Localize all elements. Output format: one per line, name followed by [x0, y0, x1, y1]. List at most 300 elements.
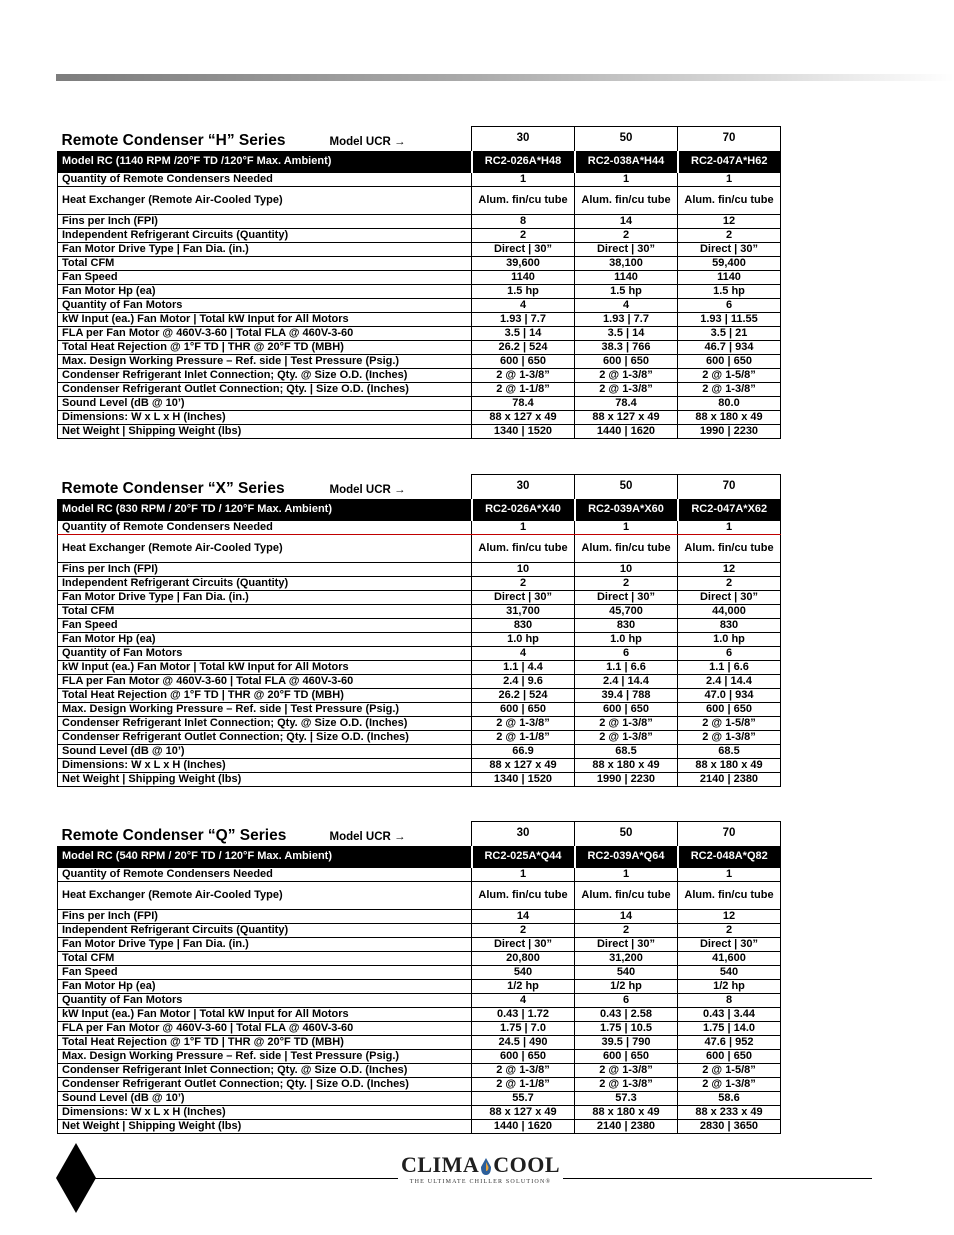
spec-value: 88 x 233 x 49: [678, 1105, 781, 1119]
spec-table-q-series: [57, 821, 781, 1134]
spec-row: [58, 396, 781, 410]
model-ucr-label: Model UCR →: [329, 136, 406, 148]
model-number-cell: RC2-039A*Q64: [575, 846, 678, 867]
model-number-cell: RC2-047A*H62: [678, 151, 781, 172]
series-title: Remote Condenser “H” Series: [61, 132, 286, 149]
spec-value: 2.4 | 14.4: [678, 674, 781, 688]
spec-row: [58, 923, 781, 937]
spec-value: 20,800: [472, 951, 575, 965]
spec-value: 31,700: [472, 604, 575, 618]
spec-value: 0.43 | 1.72: [472, 1007, 575, 1021]
spec-row: [58, 228, 781, 242]
spec-label: kW Input (ea.) Fan Motor | Total kW Input for All Motors: [58, 660, 472, 674]
model-size-cell: 70: [678, 127, 781, 152]
spec-label: Quantity of Fan Motors: [58, 993, 472, 1007]
spec-row: [58, 867, 781, 881]
spec-label: Fan Motor Hp (ea): [58, 632, 472, 646]
series-title-cell: [58, 127, 472, 152]
spec-value: 2 @ 1-3/8”: [678, 382, 781, 396]
spec-value: 1440 | 1620: [472, 1119, 575, 1133]
spec-label: kW Input (ea.) Fan Motor | Total kW Input for All Motors: [58, 312, 472, 326]
spec-value: 47.6 | 952: [678, 1035, 781, 1049]
spec-value: 600 | 650: [575, 1049, 678, 1063]
spec-row: [58, 744, 781, 758]
spec-value: 88 x 180 x 49: [575, 1105, 678, 1119]
spec-label: Dimensions: W x L x H (Inches): [58, 410, 472, 424]
spec-value: 1.75 | 7.0: [472, 1021, 575, 1035]
spec-row: [58, 186, 781, 214]
spec-value: 1140: [472, 270, 575, 284]
spec-label: Quantity of Fan Motors: [58, 646, 472, 660]
spec-label: Net Weight | Shipping Weight (lbs): [58, 1119, 472, 1133]
spec-label: Condenser Refrigerant Inlet Connection; Qty. @ Size O.D. (Inches): [58, 368, 472, 382]
spec-label: FLA per Fan Motor @ 460V-3-60 | Total FLA @ 460V-3-60: [58, 1021, 472, 1035]
spec-value: 14: [472, 909, 575, 923]
spec-row: [58, 758, 781, 772]
spec-value: 88 x 127 x 49: [472, 410, 575, 424]
spec-value: 2 @ 1-1/8”: [472, 382, 575, 396]
spec-value: 1: [472, 172, 575, 186]
spec-value: 0.43 | 2.58: [575, 1007, 678, 1021]
spec-value: 4: [472, 646, 575, 660]
spec-value: 1440 | 1620: [575, 424, 678, 438]
spec-row: [58, 340, 781, 354]
spec-value: 2140 | 2380: [678, 772, 781, 786]
spec-value: Direct | 30”: [678, 937, 781, 951]
spec-label: Net Weight | Shipping Weight (lbs): [58, 424, 472, 438]
spec-value: 2 @ 1-3/8”: [575, 1077, 678, 1091]
spec-row: [58, 646, 781, 660]
model-size-cell: 30: [472, 127, 575, 152]
spec-value: 88 x 127 x 49: [472, 1105, 575, 1119]
spec-value: 2 @ 1-5/8”: [678, 716, 781, 730]
spec-label: Dimensions: W x L x H (Inches): [58, 758, 472, 772]
spec-value: 1.75 | 10.5: [575, 1021, 678, 1035]
spec-value: 2.4 | 9.6: [472, 674, 575, 688]
spec-value: 10: [575, 562, 678, 576]
spec-value: 2 @ 1-1/8”: [472, 730, 575, 744]
spec-value: 1990 | 2230: [575, 772, 678, 786]
spec-row: [58, 937, 781, 951]
spec-value: 1: [575, 867, 678, 881]
series-title-row: [58, 475, 781, 500]
spec-value: Alum. fin/cu tube: [472, 881, 575, 909]
spec-value: 6: [678, 298, 781, 312]
spec-value: 600 | 650: [575, 702, 678, 716]
spec-value: 4: [575, 298, 678, 312]
spec-label: Independent Refrigerant Circuits (Quantity): [58, 228, 472, 242]
spec-value: 1/2 hp: [678, 979, 781, 993]
spec-value: 66.9: [472, 744, 575, 758]
spec-table-h-series: [57, 126, 781, 439]
spec-value: 2140 | 2380: [575, 1119, 678, 1133]
spec-label: Condenser Refrigerant Outlet Connection; Qty. | Size O.D. (Inches): [58, 730, 472, 744]
spec-value: 38,100: [575, 256, 678, 270]
model-number-cell: RC2-047A*X62: [678, 499, 781, 520]
spec-value: 1/2 hp: [575, 979, 678, 993]
spec-value: 31,200: [575, 951, 678, 965]
spec-row: [58, 730, 781, 744]
spec-row: [58, 270, 781, 284]
model-header-row: [58, 499, 781, 520]
spec-label: kW Input (ea.) Fan Motor | Total kW Input for All Motors: [58, 1007, 472, 1021]
spec-value: 1: [472, 867, 575, 881]
spec-value: 2: [575, 228, 678, 242]
spec-label: Quantity of Remote Condensers Needed: [58, 867, 472, 881]
spec-label: Heat Exchanger (Remote Air-Cooled Type): [58, 186, 472, 214]
spec-label: Quantity of Fan Motors: [58, 298, 472, 312]
series-title-cell: [58, 822, 472, 847]
spec-value: 2 @ 1-5/8”: [678, 368, 781, 382]
spec-value: 2: [472, 576, 575, 590]
spec-label: Fan Motor Drive Type | Fan Dia. (in.): [58, 242, 472, 256]
spec-row: [58, 1007, 781, 1021]
spec-value: 45,700: [575, 604, 678, 618]
spec-value: 1.93 | 11.55: [678, 312, 781, 326]
spec-value: 1.0 hp: [678, 632, 781, 646]
spec-value: 88 x 180 x 49: [575, 758, 678, 772]
spec-label: Independent Refrigerant Circuits (Quantity): [58, 576, 472, 590]
spec-value: 540: [575, 965, 678, 979]
spec-value: Alum. fin/cu tube: [472, 186, 575, 214]
spec-value: 1: [575, 520, 678, 534]
spec-value: 1.0 hp: [575, 632, 678, 646]
model-header-label: Model RC (830 RPM / 20°F TD / 120°F Max. Ambient): [58, 499, 472, 520]
spec-value: 2 @ 1-5/8”: [678, 1063, 781, 1077]
spec-value: 14: [575, 909, 678, 923]
spec-value: 600 | 650: [678, 1049, 781, 1063]
spec-value: 600 | 650: [472, 354, 575, 368]
spec-label: Max. Design Working Pressure – Ref. side | Test Pressure (Psig.): [58, 354, 472, 368]
spec-value: 2 @ 1-3/8”: [575, 716, 678, 730]
spec-value: 1: [575, 172, 678, 186]
spec-value: Alum. fin/cu tube: [678, 881, 781, 909]
spec-label: Fins per Inch (FPI): [58, 909, 472, 923]
spec-value: 1.93 | 7.7: [575, 312, 678, 326]
spec-value: 600 | 650: [472, 1049, 575, 1063]
spec-value: 1140: [575, 270, 678, 284]
spec-row: [58, 382, 781, 396]
spec-label: Quantity of Remote Condensers Needed: [58, 172, 472, 186]
spec-value: 2 @ 1-3/8”: [472, 716, 575, 730]
spec-value: 1: [678, 867, 781, 881]
spec-value: Direct | 30”: [678, 590, 781, 604]
spec-value: 830: [575, 618, 678, 632]
spec-value: 1140: [678, 270, 781, 284]
spec-row: [58, 979, 781, 993]
spec-label: Total CFM: [58, 604, 472, 618]
logo-tagline: THE ULTIMATE CHILLER SOLUTION®: [409, 1179, 552, 1185]
spec-row: [58, 632, 781, 646]
spec-row: [58, 242, 781, 256]
spec-label: Fan Speed: [58, 270, 472, 284]
spec-row: [58, 1063, 781, 1077]
spec-value: 600 | 650: [678, 702, 781, 716]
model-number-cell: RC2-025A*Q44: [472, 846, 575, 867]
spec-row: [58, 410, 781, 424]
model-number-cell: RC2-038A*H44: [575, 151, 678, 172]
spec-value: 1: [678, 172, 781, 186]
spec-value: 1340 | 1520: [472, 424, 575, 438]
spec-row: [58, 326, 781, 340]
spec-value: 4: [472, 298, 575, 312]
spec-row: [58, 965, 781, 979]
spec-value: 4: [472, 993, 575, 1007]
spec-row: [58, 590, 781, 604]
spec-value: 38.3 | 766: [575, 340, 678, 354]
model-header-row: [58, 151, 781, 172]
spec-row: [58, 284, 781, 298]
spec-value: Direct | 30”: [575, 937, 678, 951]
spec-row: [58, 172, 781, 186]
spec-label: Dimensions: W x L x H (Inches): [58, 1105, 472, 1119]
spec-label: Condenser Refrigerant Inlet Connection; Qty. @ Size O.D. (Inches): [58, 1063, 472, 1077]
spec-value: 57.3: [575, 1091, 678, 1105]
model-number-cell: RC2-039A*X60: [575, 499, 678, 520]
spec-value: 2 @ 1-3/8”: [575, 382, 678, 396]
spec-value: 88 x 180 x 49: [678, 758, 781, 772]
spec-row: [58, 1091, 781, 1105]
spec-value: 600 | 650: [575, 354, 678, 368]
spec-value: 1.5 hp: [678, 284, 781, 298]
spec-row: [58, 520, 781, 534]
spec-value: 12: [678, 214, 781, 228]
spec-value: 2: [575, 576, 678, 590]
model-size-cell: 50: [575, 475, 678, 500]
spec-row: [58, 424, 781, 438]
spec-row: [58, 909, 781, 923]
model-size-cell: 70: [678, 475, 781, 500]
series-title: Remote Condenser “X” Series: [61, 480, 285, 497]
spec-value: 46.7 | 934: [678, 340, 781, 354]
spec-value: 1.5 hp: [472, 284, 575, 298]
spec-row: [58, 1035, 781, 1049]
spec-value: 12: [678, 562, 781, 576]
spec-value: 830: [472, 618, 575, 632]
model-size-cell: 30: [472, 822, 575, 847]
spec-row: [58, 1049, 781, 1063]
spec-label: Total CFM: [58, 256, 472, 270]
spec-value: 39,600: [472, 256, 575, 270]
spec-row: [58, 688, 781, 702]
spec-value: 2: [678, 576, 781, 590]
spec-label: Sound Level (dB @ 10’): [58, 1091, 472, 1105]
spec-value: 2: [472, 923, 575, 937]
spec-label: Total CFM: [58, 951, 472, 965]
model-header-row: [58, 846, 781, 867]
spec-value: 88 x 127 x 49: [472, 758, 575, 772]
spec-value: Direct | 30”: [472, 937, 575, 951]
spec-value: 12: [678, 909, 781, 923]
spec-value: 2.4 | 14.4: [575, 674, 678, 688]
spec-value: 14: [575, 214, 678, 228]
spec-value: 59,400: [678, 256, 781, 270]
logo-wordmark: [398, 1152, 563, 1178]
spec-label: Net Weight | Shipping Weight (lbs): [58, 772, 472, 786]
spec-row: [58, 298, 781, 312]
spec-row: [58, 1119, 781, 1133]
model-number-cell: RC2-026A*H48: [472, 151, 575, 172]
spec-value: Alum. fin/cu tube: [575, 881, 678, 909]
spec-value: 1.93 | 7.7: [472, 312, 575, 326]
spec-label: Condenser Refrigerant Outlet Connection; Qty. | Size O.D. (Inches): [58, 1077, 472, 1091]
spec-value: Direct | 30”: [575, 242, 678, 256]
spec-value: 3.5 | 14: [472, 326, 575, 340]
spec-value: 1/2 hp: [472, 979, 575, 993]
spec-value: 2830 | 3650: [678, 1119, 781, 1133]
spec-value: 26.2 | 524: [472, 340, 575, 354]
spec-row: [58, 256, 781, 270]
spec-value: 55.7: [472, 1091, 575, 1105]
spec-value: 3.5 | 21: [678, 326, 781, 340]
spec-value: Direct | 30”: [575, 590, 678, 604]
spec-label: Fan Motor Hp (ea): [58, 979, 472, 993]
spec-value: 2 @ 1-3/8”: [575, 368, 678, 382]
spec-label: Max. Design Working Pressure – Ref. side | Test Pressure (Psig.): [58, 702, 472, 716]
spec-value: Alum. fin/cu tube: [575, 534, 678, 562]
spec-label: Condenser Refrigerant Outlet Connection; Qty. | Size O.D. (Inches): [58, 382, 472, 396]
spec-value: Direct | 30”: [472, 590, 575, 604]
spec-label: Fan Motor Hp (ea): [58, 284, 472, 298]
spec-value: 2: [678, 923, 781, 937]
spec-label: Total Heat Rejection @ 1°F TD | THR @ 20°F TD (MBH): [58, 1035, 472, 1049]
spec-label: Fins per Inch (FPI): [58, 214, 472, 228]
spec-value: 26.2 | 524: [472, 688, 575, 702]
model-number-cell: RC2-026A*X40: [472, 499, 575, 520]
spec-row: [58, 576, 781, 590]
model-size-cell: 30: [472, 475, 575, 500]
spec-value: 78.4: [472, 396, 575, 410]
spec-label: Total Heat Rejection @ 1°F TD | THR @ 20°F TD (MBH): [58, 340, 472, 354]
spec-value: 2 @ 1-3/8”: [575, 730, 678, 744]
spec-row: [58, 1077, 781, 1091]
spec-value: 1990 | 2230: [678, 424, 781, 438]
spec-row: [58, 214, 781, 228]
spec-row: [58, 1021, 781, 1035]
series-title-row: [58, 822, 781, 847]
spec-label: Fins per Inch (FPI): [58, 562, 472, 576]
spec-value: 600 | 650: [472, 702, 575, 716]
spec-value: 1.1 | 6.6: [575, 660, 678, 674]
spec-row: [58, 993, 781, 1007]
spec-value: 80.0: [678, 396, 781, 410]
model-ucr-label: Model UCR →: [329, 831, 406, 843]
spec-value: 8: [678, 993, 781, 1007]
spec-row: [58, 534, 781, 562]
spec-value: 6: [575, 646, 678, 660]
spec-value: 1.5 hp: [575, 284, 678, 298]
spec-label: Heat Exchanger (Remote Air-Cooled Type): [58, 881, 472, 909]
spec-value: 2: [472, 228, 575, 242]
spec-value: 41,600: [678, 951, 781, 965]
model-size-cell: 50: [575, 127, 678, 152]
model-header-label: Model RC (540 RPM / 20°F TD / 120°F Max. Ambient): [58, 846, 472, 867]
spec-row: [58, 881, 781, 909]
spec-row: [58, 674, 781, 688]
spec-value: 1340 | 1520: [472, 772, 575, 786]
spec-row: [58, 702, 781, 716]
spec-label: Condenser Refrigerant Inlet Connection; Qty. @ Size O.D. (Inches): [58, 716, 472, 730]
spec-row: [58, 368, 781, 382]
model-ucr-label: Model UCR →: [329, 484, 406, 496]
spec-value: 2 @ 1-3/8”: [575, 1063, 678, 1077]
spec-value: 600 | 650: [678, 354, 781, 368]
spec-value: 2 @ 1-3/8”: [678, 730, 781, 744]
spec-value: Direct | 30”: [678, 242, 781, 256]
spec-label: FLA per Fan Motor @ 460V-3-60 | Total FLA @ 460V-3-60: [58, 326, 472, 340]
spec-value: 3.5 | 14: [575, 326, 678, 340]
spec-row: [58, 660, 781, 674]
spec-value: 88 x 127 x 49: [575, 410, 678, 424]
spec-value: 2 @ 1-1/8”: [472, 1077, 575, 1091]
spec-value: Alum. fin/cu tube: [472, 534, 575, 562]
series-title-row: [58, 127, 781, 152]
spec-label: Fan Speed: [58, 618, 472, 632]
spec-row: [58, 772, 781, 786]
spec-value: 0.43 | 3.44: [678, 1007, 781, 1021]
spec-row: [58, 1105, 781, 1119]
climacool-logo: [398, 1150, 563, 1190]
spec-value: 2 @ 1-3/8”: [678, 1077, 781, 1091]
spec-label: Fan Speed: [58, 965, 472, 979]
spec-value: Alum. fin/cu tube: [678, 186, 781, 214]
spec-value: 78.4: [575, 396, 678, 410]
spec-value: 2 @ 1-3/8”: [472, 368, 575, 382]
spec-value: 1.1 | 4.4: [472, 660, 575, 674]
series-title: Remote Condenser “Q” Series: [61, 827, 287, 844]
droplet-icon: [480, 1158, 492, 1176]
spec-row: [58, 618, 781, 632]
model-header-label: Model RC (1140 RPM /20°F TD /120°F Max. Ambient): [58, 151, 472, 172]
spec-value: Alum. fin/cu tube: [575, 186, 678, 214]
spec-value: 1.1 | 6.6: [678, 660, 781, 674]
spec-label: Max. Design Working Pressure – Ref. side | Test Pressure (Psig.): [58, 1049, 472, 1063]
spec-value: Alum. fin/cu tube: [678, 534, 781, 562]
spec-value: 6: [575, 993, 678, 1007]
spec-label: Sound Level (dB @ 10’): [58, 744, 472, 758]
model-size-cell: 50: [575, 822, 678, 847]
spec-value: 6: [678, 646, 781, 660]
spec-row: [58, 354, 781, 368]
model-size-cell: 70: [678, 822, 781, 847]
spec-value: 88 x 180 x 49: [678, 410, 781, 424]
spec-value: 68.5: [575, 744, 678, 758]
spec-value: 1.0 hp: [472, 632, 575, 646]
spec-table-x-series: [57, 474, 781, 787]
spec-value: 58.6: [678, 1091, 781, 1105]
spec-value: 44,000: [678, 604, 781, 618]
spec-row: [58, 312, 781, 326]
spec-value: 2: [575, 923, 678, 937]
spec-row: [58, 716, 781, 730]
spec-label: FLA per Fan Motor @ 460V-3-60 | Total FLA @ 460V-3-60: [58, 674, 472, 688]
spec-value: 1.75 | 14.0: [678, 1021, 781, 1035]
header-rule: [56, 74, 954, 81]
spec-label: Fan Motor Drive Type | Fan Dia. (in.): [58, 590, 472, 604]
logo-text-right: COOL: [493, 1152, 561, 1177]
spec-value: Direct | 30”: [472, 242, 575, 256]
spec-row: [58, 951, 781, 965]
spec-value: 2: [678, 228, 781, 242]
logo-text-left: CLIMA: [400, 1152, 480, 1177]
spec-label: Total Heat Rejection @ 1°F TD | THR @ 20°F TD (MBH): [58, 688, 472, 702]
spec-value: 8: [472, 214, 575, 228]
spec-value: 10: [472, 562, 575, 576]
spec-value: 1: [678, 520, 781, 534]
spec-value: 39.5 | 790: [575, 1035, 678, 1049]
spec-label: Heat Exchanger (Remote Air-Cooled Type): [58, 534, 472, 562]
spec-value: 540: [678, 965, 781, 979]
